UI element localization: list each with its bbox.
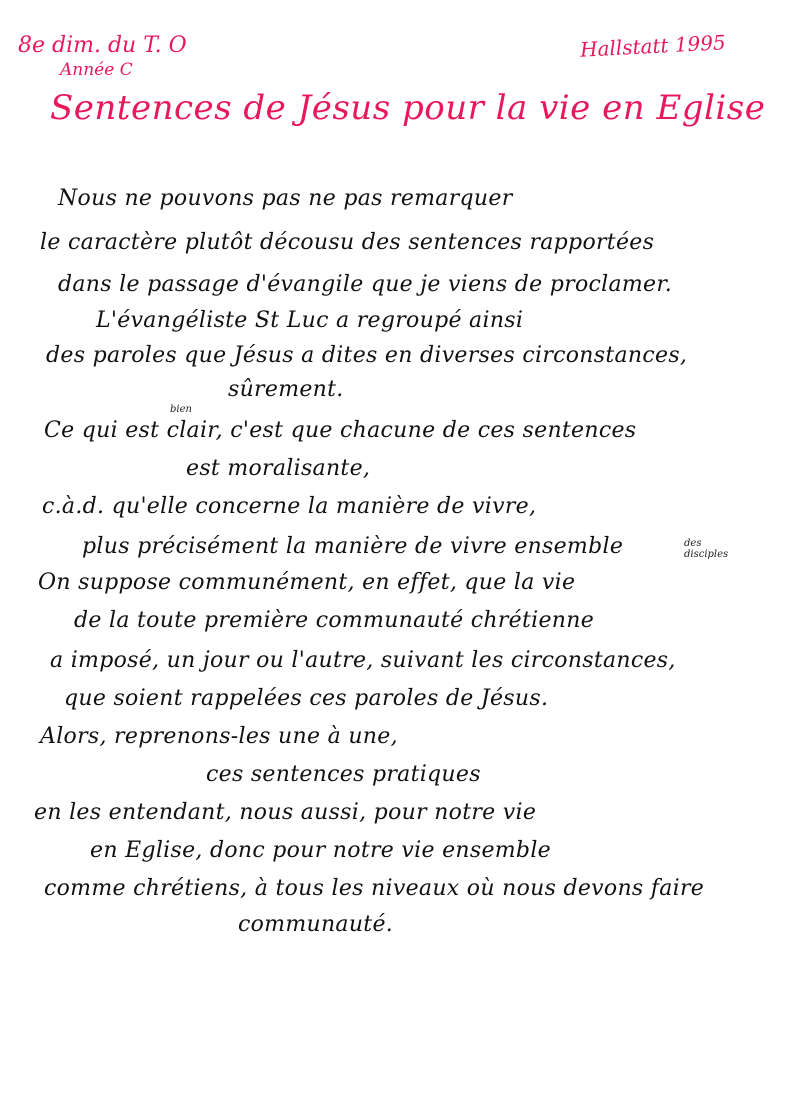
text-line: dans le passage d'évangile que je viens de proclamer. (58, 272, 673, 297)
inserted-word: bien (170, 404, 192, 415)
page-title: Sentences de Jésus pour la vie en Eglise (50, 88, 766, 128)
text-line: Ce qui est clair, c'est que chacune de ces sentences (44, 418, 637, 443)
text-line: communauté. (238, 912, 394, 937)
text-line: en Eglise, donc pour notre vie ensemble (90, 838, 551, 863)
text-line: le caractère plutôt décousu des sentences rapportées (40, 230, 655, 255)
text-line: On suppose communément, en effet, que la vie (38, 570, 576, 595)
liturgical-year: Année C (60, 60, 133, 80)
text-line: plus précisément la manière de vivre ensemble (82, 534, 624, 559)
text-line: L'évangéliste St Luc a regroupé ainsi (96, 308, 524, 333)
text-line: comme chrétiens, à tous les niveaux où nous devons faire (44, 876, 705, 901)
text-line: a imposé, un jour ou l'autre, suivant les circonstances, (50, 648, 676, 673)
text-line: Nous ne pouvons pas ne pas remarquer (58, 186, 513, 211)
liturgical-sunday (18, 34, 187, 82)
text-line: que soient rappelées ces paroles de Jésus. (64, 686, 549, 711)
text-line: Alors, reprenons-les une à une, (40, 724, 398, 749)
text-line: des paroles que Jésus a dites en diverses circonstances, (46, 343, 688, 368)
sunday-label: 8e dim. du T. O (18, 33, 187, 58)
text-line: en les entendant, nous aussi, pour notre vie (34, 800, 537, 825)
text-line: de la toute première communauté chrétienne (74, 608, 595, 633)
inserted-word: des disciples (684, 538, 729, 560)
text-line: c.à.d. qu'elle concerne la manière de vivre, (42, 494, 537, 519)
text-line: sûrement. (228, 377, 344, 402)
place-date: Hallstatt 1995 (579, 30, 727, 62)
text-line: ces sentences pratiques (206, 762, 481, 787)
text-line: est moralisante, (186, 456, 371, 481)
